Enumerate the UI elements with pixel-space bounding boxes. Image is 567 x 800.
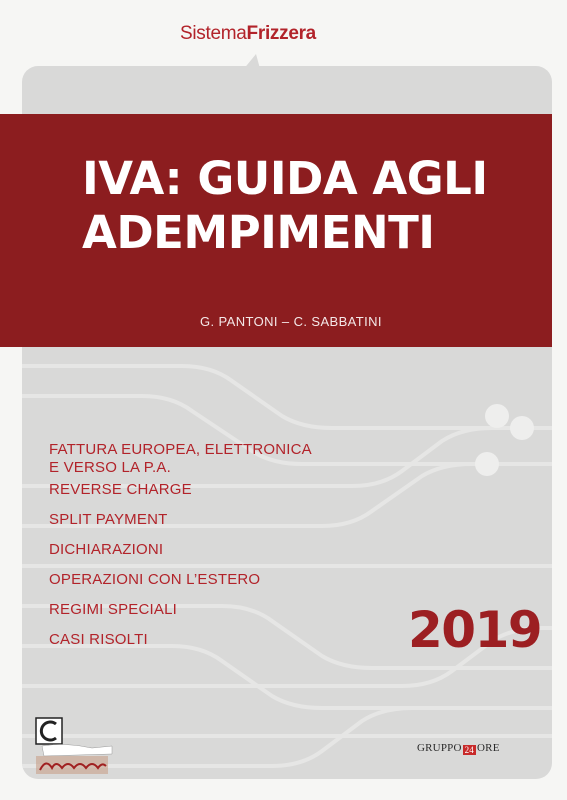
publisher-prefix: GRUPPO [417,742,462,754]
title-line-2: ADEMPIMENTI [82,206,435,259]
book-title [82,152,542,260]
publisher-logo [417,742,500,754]
edition-year: 2019 [408,601,542,659]
campedel-seal-logo [34,716,116,776]
topic-item: REVERSE CHARGE [49,481,192,498]
topic-item: CASI RISOLTI [49,631,148,648]
topic-item: SPLIT PAYMENT [49,511,168,528]
publisher-suffix: ORE [477,742,500,754]
topic-item: REGIMI SPECIALI [49,601,178,618]
brand-part-2: Frizzera [246,23,316,44]
series-brand [180,22,316,46]
authors: G. PANTONI – C. SABBATINI [200,314,382,329]
topic-item: DICHIARAZIONI [49,541,164,558]
title-line-1: IVA: GUIDA AGLI [82,152,488,205]
publisher-number: 24 [464,745,475,755]
topic-list [49,441,349,661]
topic-item: FATTURA EUROPEA, ELETTRONICA E VERSO LA P.A. [49,441,312,476]
brand-part-1: Sistema [180,23,247,44]
topic-item: OPERAZIONI CON L’ESTERO [49,571,261,588]
